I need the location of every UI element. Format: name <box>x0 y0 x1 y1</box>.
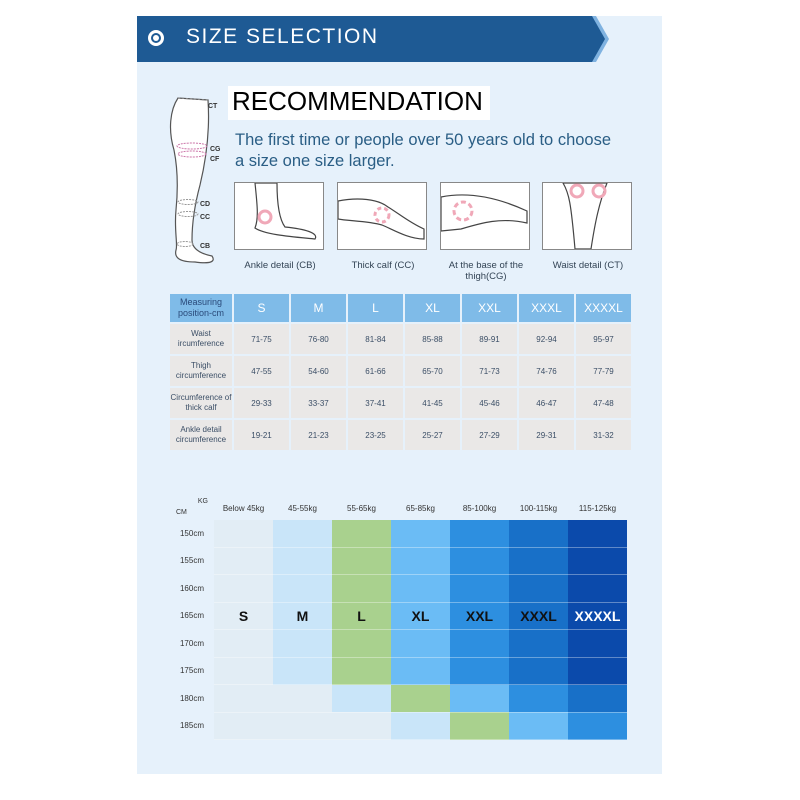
size-chart-cell <box>273 630 332 658</box>
size-chart-cell <box>332 685 391 713</box>
table-cell: 61-66 <box>348 356 403 386</box>
table-cell: 89-91 <box>462 324 517 354</box>
size-chart-table <box>170 496 627 740</box>
row-label: Thigh circumference <box>170 356 232 386</box>
height-label: 185cm <box>179 721 204 731</box>
size-chart-cell <box>509 575 568 603</box>
table-cell: 25-27 <box>405 420 460 450</box>
size-chart-cell <box>450 602 509 630</box>
size-chart-cell <box>509 630 568 658</box>
table-cell: 54-60 <box>291 356 346 386</box>
weight-header: Below 45kg <box>222 503 265 513</box>
size-chart-cell <box>332 520 391 547</box>
table-header-size: XXL <box>462 294 517 322</box>
table-cell: 29-33 <box>234 388 289 418</box>
recommendation-title: RECOMMENDATION <box>232 86 483 116</box>
table-cell: 19-21 <box>234 420 289 450</box>
size-chart-cell <box>273 520 332 547</box>
size-label: XXL <box>465 607 494 624</box>
banner-title: SIZE SELECTION <box>186 25 379 48</box>
ankle-caption: Ankle detail (CB) <box>244 260 316 271</box>
table-row <box>170 388 631 418</box>
size-chart-row <box>170 712 627 740</box>
table-cell: 77-79 <box>576 356 631 386</box>
size-chart-cell <box>391 520 450 547</box>
table-cell: 71-75 <box>234 324 289 354</box>
table-cell: 95-97 <box>576 324 631 354</box>
size-chart-cell <box>509 520 568 547</box>
table-cell: 65-70 <box>405 356 460 386</box>
height-label: 175cm <box>179 666 204 676</box>
size-chart-cell <box>568 575 627 603</box>
table-row <box>170 420 631 450</box>
size-chart-cell <box>391 602 450 630</box>
height-label: 180cm <box>179 693 204 703</box>
size-chart-cell <box>509 712 568 740</box>
size-chart-cell <box>214 575 273 603</box>
size-chart-cell <box>273 685 332 713</box>
size-chart-cell <box>450 712 509 740</box>
leg-label-cc: CC <box>200 214 211 221</box>
row-label: Circumference of thick calf <box>170 388 232 418</box>
size-chart-cell <box>450 547 509 575</box>
size-chart-cell <box>332 712 391 740</box>
height-label: 150cm <box>179 529 204 538</box>
table-cell: 33-37 <box>291 388 346 418</box>
size-chart-cell <box>509 547 568 575</box>
size-chart-cell <box>509 685 568 713</box>
table-cell: 46-47 <box>519 388 574 418</box>
size-chart-cell <box>214 520 273 547</box>
size-chart-cell <box>273 575 332 603</box>
size-chart-row <box>170 575 627 603</box>
weight-header: 55-65kg <box>347 503 376 513</box>
weight-header: 100-115kg <box>519 503 558 513</box>
table-row <box>170 356 631 386</box>
size-label: XXXXL <box>574 607 621 624</box>
size-label: XXXL <box>520 607 557 624</box>
axis-corner <box>170 496 214 520</box>
size-chart-cell <box>332 547 391 575</box>
size-chart-cell <box>214 602 273 630</box>
size-chart-cell <box>391 575 450 603</box>
table-header-size: XXXL <box>519 294 574 322</box>
measurement-table <box>168 292 633 452</box>
size-label: L <box>357 607 366 624</box>
table-header-size: S <box>234 294 289 322</box>
table-cell: 74-76 <box>519 356 574 386</box>
row-label: Waist ircumference <box>170 324 232 354</box>
leg-diagram <box>160 90 222 275</box>
size-chart-cell <box>568 520 627 547</box>
size-chart-cell <box>509 602 568 630</box>
table-row <box>170 324 631 354</box>
leg-label-cd: CD <box>200 201 211 208</box>
size-chart-cell <box>568 547 627 575</box>
ankle-icon <box>234 182 324 250</box>
axis-height-label: CM <box>176 509 187 516</box>
size-chart-row <box>170 547 627 575</box>
size-chart-cell <box>391 547 450 575</box>
size-chart-cell <box>332 657 391 685</box>
thigh-caption: At the base of the thigh(CG) <box>448 260 524 282</box>
table-cell: 41-45 <box>405 388 460 418</box>
table-cell: 31-32 <box>576 420 631 450</box>
table-cell: 71-73 <box>462 356 517 386</box>
table-cell: 37-41 <box>348 388 403 418</box>
size-chart-cell <box>391 657 450 685</box>
table-header-size: XL <box>405 294 460 322</box>
size-chart-cell <box>273 602 332 630</box>
table-header-row <box>170 294 631 322</box>
height-label: 160cm <box>179 583 204 593</box>
size-chart-cell <box>568 657 627 685</box>
table-header-size: M <box>291 294 346 322</box>
size-chart-cell <box>214 685 273 713</box>
table-cell: 47-48 <box>576 388 631 418</box>
weight-header: 115-125kg <box>578 503 617 513</box>
table-cell: 92-94 <box>519 324 574 354</box>
table-cell: 23-25 <box>348 420 403 450</box>
size-chart-cell <box>332 602 391 630</box>
size-chart-cell <box>332 630 391 658</box>
table-cell: 76-80 <box>291 324 346 354</box>
size-chart-row <box>170 630 627 658</box>
size-chart-cell <box>568 712 627 740</box>
size-chart-cell <box>332 575 391 603</box>
table-cell: 27-29 <box>462 420 517 450</box>
table-cell: 45-46 <box>462 388 517 418</box>
size-chart-row <box>170 602 627 630</box>
size-chart-cell <box>391 630 450 658</box>
size-chart-cell <box>568 602 627 630</box>
thigh-icon <box>440 182 530 250</box>
size-label: M <box>296 607 309 624</box>
leg-label-cg: CG <box>210 146 221 153</box>
table-header-size: XXXXL <box>576 294 631 322</box>
leg-label-ct: CT <box>208 103 218 110</box>
recommendation-note: The first time or people over 50 years old to choose a size one size larger. <box>235 131 612 170</box>
table-cell: 21-23 <box>291 420 346 450</box>
table-cell: 81-84 <box>348 324 403 354</box>
height-label: 155cm <box>179 556 204 566</box>
size-chart-cell <box>214 547 273 575</box>
axis-weight-label: KG <box>197 498 208 505</box>
size-chart-cell <box>214 657 273 685</box>
banner-dot-icon <box>148 30 164 46</box>
table-cell: 29-31 <box>519 420 574 450</box>
waist-caption: Waist detail (CT) <box>552 260 624 271</box>
size-chart-row <box>170 657 627 685</box>
size-chart-cell <box>568 685 627 713</box>
size-chart-cell <box>568 630 627 658</box>
leg-label-cb: CB <box>200 243 211 250</box>
size-chart-cell <box>450 630 509 658</box>
size-chart-cell <box>214 630 273 658</box>
leg-outline-icon <box>160 90 222 270</box>
size-chart-cell <box>450 575 509 603</box>
row-label: Ankle detail circumference <box>170 420 232 450</box>
size-chart-cell <box>273 547 332 575</box>
size-chart-row <box>170 685 627 713</box>
size-chart-cell <box>391 712 450 740</box>
size-chart-cell <box>273 712 332 740</box>
weight-header: 65-85kg <box>406 503 435 513</box>
size-label: XL <box>411 607 430 624</box>
calf-caption: Thick calf (CC) <box>351 260 415 271</box>
size-chart-cell <box>391 685 450 713</box>
size-chart-header-row <box>170 496 627 520</box>
size-chart-cell <box>273 657 332 685</box>
size-chart-cell <box>214 712 273 740</box>
leg-label-cf: CF <box>210 156 220 163</box>
calf-icon <box>337 182 427 250</box>
table-cell: 47-55 <box>234 356 289 386</box>
size-chart-cell <box>450 520 509 547</box>
table-corner: Measuring position-cm <box>170 294 232 322</box>
waist-icon <box>542 182 632 250</box>
size-chart-cell <box>509 657 568 685</box>
table-cell: 85-88 <box>405 324 460 354</box>
weight-header: 45-55kg <box>288 503 317 513</box>
size-chart-row <box>170 520 627 547</box>
height-label: 170cm <box>179 638 204 648</box>
size-chart-cell <box>450 685 509 713</box>
size-label: S <box>238 607 249 624</box>
height-label: 165cm <box>179 611 204 621</box>
table-header-size: L <box>348 294 403 322</box>
weight-header: 85-100kg <box>462 503 497 513</box>
size-chart-cell <box>450 657 509 685</box>
